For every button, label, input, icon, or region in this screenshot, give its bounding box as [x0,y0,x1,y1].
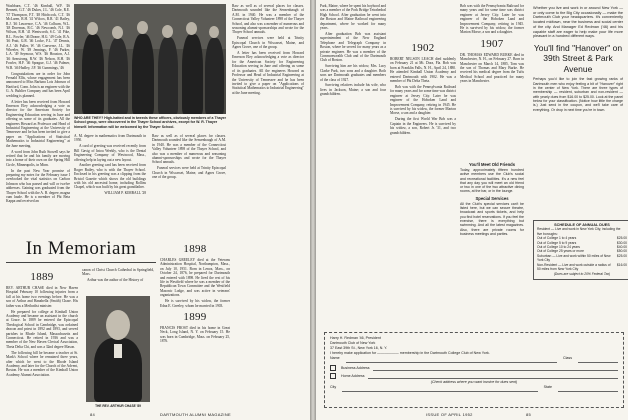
class-notes-text: Another greeting card has been received from Roger Bailey, who is with the Thayer School. Enclosed in his greeting was a clipping from the Bristol Gazette which shows the old buildings with his old ancestral home, including Rollins Chapel, which was built by his great grandfather. [74,163,146,190]
class-notes-text: A. M. degree in mathematics from Dartmouth in 1950. [74,134,146,143]
dues-row-amount: $25.00 [616,253,627,258]
business-address-checkbox[interactable] [330,365,336,371]
coupon-check-note: (Check address where you want invoice for dues sent) [430,380,518,384]
ad-features [460,160,524,236]
coupon-address: Harry H. Redman '46, President Dartmouth Club of New York 37 East 39th St., New York 16, N. Y. [330,336,388,350]
obituary-text: He prepared for college at Kimball Union Academy and became an assistant in the church at Grace. In 1889 he entered the Episcopal Theological School in Cambridge, was ordained deacon and priest in 1892 and 1893, and served parishes in Rhode Island, Massachusetts and Connecticut. He retired in 1936 and was a member of the New Haven Clerical Association, Theta Delta Chi, and was a 32nd degree Mason. [6,309,78,349]
dues-row [537,227,627,236]
left-column-4 [232,4,304,232]
obituary-text: Surviving him are his widow, Mrs. Lucy Clarke Park, two sons and a daughter. Both sons are Dartmouth graduates and members of the class of 1927. [320,64,386,82]
coupon-home-label: Home Address [341,373,365,378]
heading-rule [6,262,156,263]
class-notes-text: Washburn, C.T. '46 Kimball, W.F. '46 Bennett, G.T. '46 Dukes, J.L. '46 Cole, R.E. '37 Thompson, F.T. '48 Hitchcock, C.T. '46 McLaren, R.H. '41 Wilcox, R.R. '41 Bailey, R.J. '46 Lawrence, C.A. '46 Colburn, W.L. '48 Doremus, R.C. '46 Newcomb, N.J. '46 Wilson, R.H. '41 Wentworth, S.C. '41 Pike, R.L. Fowler, '46 Deane, H.G. '49 Cole, R.A. '46 Pratt, G.R. '46 Locke, F.L. '47 Dennis, A.J. '46 Fuller, W. '46 Converse, J.L. '46 Wheeler, W. '49 Jennings, F. '46 Parker, L.A. '49 Seymour, W.S. '46 Houston, A.J. '46 Armstrong, R.W. '46 Nelson, R.H. '46 Fowler, H.F. '46 Sprague, G.J. '46 Palmer, W.R. '46 Hadley, J.P. '46 Cummings, '46 [6,4,70,70]
dues-row-amount: $16.00 [616,262,627,267]
coupon-name-label: Name [330,356,340,360]
obituary-text: Bob was with the Pennsylvania Railroad for many years and for some time was district engineer at Jersey City. Later he was engineer of the Hoboken Land and Improvement Company, retiring in 1945. He is survived by his widow, the former Marion Morse, a son and a daughter. [460,4,524,35]
photo-caption: WHO ARE THEY? High-hatted and in tweeds these officers, obviously members of a Thayer School group, were discovered in the Thayer School archives, except for W. R. Thayer himself. Information will be welcomed by the Thayer School. [74,116,226,129]
coupon-state-field[interactable] [558,385,618,392]
ad-intro-text: Whether you live and work in or around New York — or only come to the Big City occasionally — make the Dartmouth Club your headquarters. It's conveniently located midtown, near the business and social center of the city. And Manager Ed Redman ('46) and his capable staff are eager to help make your life more pleasant in a hundred different ways. [533,6,623,39]
obituary-text: CHARLES GREELEY died at the Veterans Administration Hospital, Northampton, Mass., on July 10, 1951. Born in Lenox, Mass., on October 24, 1876, he prepared for Dartmouth and entered with 1898. He lived the rest of his life in Westfield where he was a member of the Republican Town Committee and the Westfield Masonic Lodge, and was active in veterans' organizations. [160,258,230,298]
dues-row-label: Out of College 1 to 4 years [537,236,577,241]
class-notes-text: Funeral services were held at Trinity Episcopal Church in Wiscasset, Maine, and Agnes Grove, one of the group. [232,36,304,50]
ad-body-text: Perhaps you'd like to join the fast growing ranks of Dartmouth men who enjoy feeling a bit of "Hanover" right in the center of New York. There are three types of membership — resident, suburban and non-resident — with yearly dues from $16.00 to $25.00. Look at the panel below for your classification. (Notice how little the charge is.) Just send in the coupon, and we'll take care of everything. Or drop in next time you're in town. [533,77,623,112]
class-notes-text: A card of greeting was received recently from Bill Gavig of Intoa Weekly, who is the Dental Engineering Company of Westwood, Mass., offering help in laying out a new layout. [74,144,146,162]
dues-row-label: Suburban — Live and work within 50 miles of New York City [537,253,611,263]
obituary-text: canon of Christ Church Cathedral in Springfield, Mass. [82,268,154,277]
page-number: 84 [90,412,96,417]
coupon-class-field[interactable] [578,356,618,363]
coupon-business-field[interactable] [373,364,618,371]
coupon-city-label: City [330,385,337,389]
obituary-1889-column [6,268,78,408]
coupon-state-label: State [543,385,552,389]
left-column-2 [74,134,146,234]
dues-row-label: Out of College 5 to 9 years [537,240,577,245]
obituary-text: DR. THOMAS EDWARD BURKE died in Manchester, N. H., on February 27. Born in Manchester on March 14, 1885, Tom was the son of Thomas and Mary Burke. He received his medical degree from the Tufts Medical School and practiced for many years in Manchester. [460,52,524,84]
dues-row-label: Resident — Live and work in New York City, including the five boroughs: [537,227,621,236]
obituary-text: Bob was with the Pennsylvania Railroad for many years and for some time was district engineer at Jersey City. Later he was engineer of the Hoboken Land and Improvement Company, retiring in 1945. He is survived by his widow, the former Marion Morse, a son and a daughter. [390,84,456,116]
coupon-home-field[interactable] [368,372,618,379]
dues-row [537,263,627,272]
running-footer: DARTMOUTH ALUMNI MAGAZINE [160,412,231,417]
right-column-1 [320,4,386,324]
coupon-city-field[interactable] [342,385,537,392]
officers-group-photo [74,4,226,114]
obituary-text: FRANCIS FROST died in his home in Great Neck, Long Island, N. Y. on February 15. He was born in Cambridge, Mass. on February 25, 1876. [160,325,230,344]
class-notes-text: Raw as well as of several places for classes. Dartmouth sounded like the Sensenbaugh of A.M. in 1940. He was a member of the Connecticut Valley Volunteer 1898 of the Thayer School, and also was a member of numerous and seasoning alumni-sponsorships and wrote for the Thayer School annuals. [152,134,226,165]
dues-row-amount: $30.00 [616,240,627,245]
obituary-1898-column [160,240,230,410]
dues-schedule-box [533,220,628,280]
dues-schedule-title: SCHEDULE OF ANNUAL DUES [554,223,610,227]
coupon-business-label: Business Address [341,365,370,370]
obituary-text: He is survived by his widow, the former Edna E. Greeley, whom he married in 1903. [160,299,230,308]
dues-row-amount: $25.00 [616,236,627,241]
obituary-text: Park, Maine, where he spent his boyhood and was a member of the Pork Bridge Tetrahedral High School. After graduation he went into the Boston and Maine Railroad engineering department, where he worked for many years. [320,4,386,31]
obituary-text: Arthur was the author of the History of [87,278,144,283]
obituary-text: During the first World War Bob was a Captain in the Engineers. He is survived by his widow, a son, Robert Jr. '31, and two grandchildren. [390,117,456,135]
class-notes-text: A word from John Ruth Stowell says he retired that he and his family are moving into a home of their own on the Spring Hill Circle, Minneapolis, in Minn. [6,149,70,167]
left-column-1 [6,4,70,232]
portrait-photo [86,296,150,402]
secretary-signature: WILLIAM P. KIMBALL '28 [104,191,146,196]
dues-row-label: Non-Resident — Live and work outside a radius of 50 miles from New York City [537,262,611,272]
class-year-heading: 1907 [480,37,504,50]
ad-subheading: Special Services [475,195,509,201]
running-footer: ISSUE OF APRIL 1952 [426,412,473,417]
obituary-text: REV. ARTHUR CHASE died in New Haven Hospital February 10 following injuries from a fall at his home two evenings before. He was a son of Arthur and Hanabella (Smith) Chase. His father was a Methodist minister. [6,286,78,308]
dues-row-label: Out of College 25 years or more [537,249,584,254]
portrait-caption: THE REV. ARTHUR CHASE '89 [95,404,141,408]
right-column-2 [390,4,456,324]
ad-headline: You'll find "Hanover" on 39th Street & Park Avenue [533,42,623,74]
obituary-text: Surviving relatives include his wife, who lives in Jackson, Maine; a son and four grandchildren. [320,83,386,97]
dues-row-amount: $40.00 [616,245,627,250]
class-year-heading: 1899 [183,310,207,323]
coupon-application-text: I hereby make application for —————— membership in the Dartmouth College Club of New York. [330,351,490,355]
in-memoriam-heading: In Memoriam [25,238,137,259]
dues-row [537,254,627,263]
obituary-text: ROBERT NELSON LEACH died suddenly on February 21 at Mt. Dora, Fla. Bob was born at Franklin Falls, N. H., April 24, 1880. He attended Kimball Union Academy and entered Dartmouth with 1902. He was a member of Phi Delta Theta. [390,57,456,84]
class-notes-text: A letter has been received from Howard Emerson Eley acknowledging a vote as director for the American Society for Engineering Education serving in June and offering us some of its graduates. All the engineers Howard as Professor and Head of Industrial Engineering at the University of Tennessee and he has been invited to give a paper on "Applications of Statistical Mathematics to Industrial Engineering" at the June meeting. [232,51,304,95]
class-notes-text: Funeral services were held at Trinity Episcopal Church in Wiscasset, Maine, and Agnes Grove, one of the group. [152,166,226,180]
ad-body-text: Today, approximately fifteen hundred active members use the Club's social and recreational facilities. It's a new feel that any day you will meet an old friend or two in one of the two attractive dining rooms, at the bar, or in the lounge. [460,168,524,194]
class-year-heading: 1902 [411,42,435,54]
dues-row-amount: $50.00 [616,249,627,254]
class-year-heading: 1889 [30,271,54,283]
page-number: 85 [526,412,532,417]
dues-tax-note: (Dues are subject to 20% Federal Tax) [553,272,611,277]
membership-coupon [324,332,624,408]
dues-schedule-rows [537,227,627,271]
obituary-1889-continued [82,268,154,292]
left-column-3 [152,134,226,234]
left-page [0,0,310,420]
dues-row-label: Out of College 10 to 24 years [537,245,580,250]
right-page [316,0,628,420]
coupon-name-field[interactable] [346,356,557,363]
obituary-text: After graduation Bob was assistant superintendent of the New England Telephone and Telegraph Company in Boston, where he served for many years as a private engineer. He was a member of the Commonwealth Club and of the Dartmouth Club of Boston. [320,31,386,63]
class-notes-text: Congratulations are in order for John Fernald Ellis, whose engagement has been announced to Miss Barbara Lois Johnson of Hartford, Conn. John is an engineer with the G. A. Bublier Company and has been April wedding is planned. [6,71,70,98]
coupon-class-label: Class [563,356,572,360]
obituary-text: The following bill he became a teacher at St. Mark's School where he remained three years, after which he went to the Rhode Island Academy, and later for the Church of the Advent, Boston. He was a member of the Kimball Union Academy Alumni Association. [6,350,78,377]
class-notes-text: Raw as well as of several places for classes. Dartmouth sounded like the Sensenbaugh of A.M. in 1940. He was a member of the Connecticut Valley Volunteer 1898 of the Thayer School, and also was a member of numerous and seasoning alumni-sponsorships and wrote for the Thayer School annuals. [232,4,304,35]
home-address-checkbox[interactable] [330,373,336,379]
class-notes-text: A letter has been received from Howard Emerson Eley acknowledging a vote as director for the American Society for Engineering Education serving in June and offering us some of its graduates. All the engineers Howard as Professor and Head of Industrial Engineering at the University of Tennessee and he has been invited to give a paper on "Applications of Statistical Mathematics to Industrial Engineering" at the June meeting. [6,99,70,148]
class-notes-text: In the past New Year promise of preparing my notes for the February issue I overlooked the vital statistics on Carlton Johnson who has passed and will or twelve addresses. Gaining was graduated from the Thayer School with the A. B. degree, magna cum laude. He is a member of Phi Beta Kappa and received an [6,168,70,204]
class-year-heading: 1898 [183,243,207,255]
ad-subheading: You'll Meet Old Friends [468,162,516,167]
ad-body-text: All the Club's special services can't be listed here, but we can secure theatre, broadcast and sports tickets, and help you find hotel reservations. If you feel the exercise, there is everything but swimming. And all the latest magazines. Also, there are private rooms for business meetings and parties. [460,201,524,236]
